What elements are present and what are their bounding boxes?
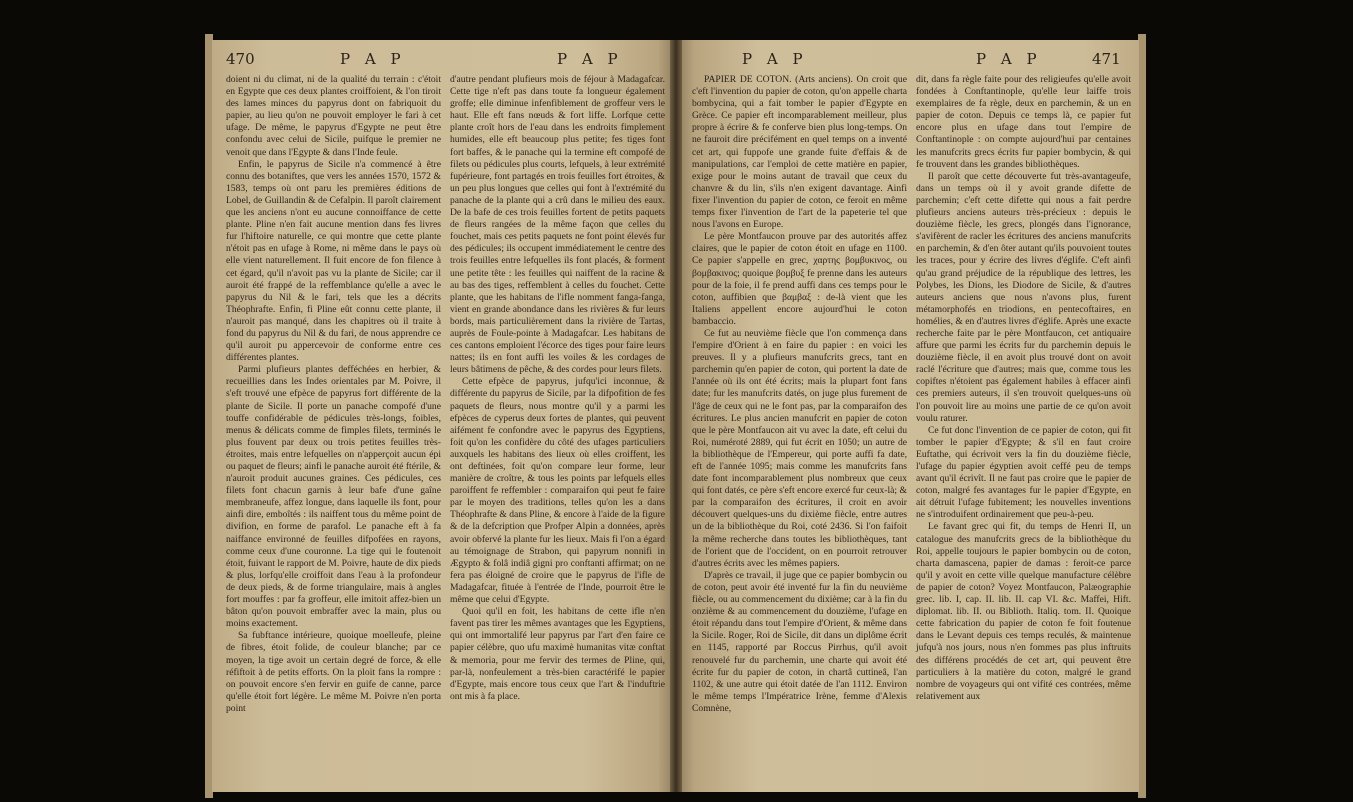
paragraph: Ce fut au neuvième fiècle que l'on commença dans l'empire d'Orient à en faire du papier : en voici les preuves. Il y a plufieurs manufcrits grecs, tant en parchemin qu'en papier de coton, qui portent la date de l'année où ils ont été écrits; mais la plupart font fans date; fur les manufcrits datés, on juge plus furement de l'âge de ceux qui ne le font pas, par la comparaifon des écritures. Le plus ancien manufcrit en papier de coton que le père Montfaucon ait vu avec la date, eft celui du Roi, numéroté 2889, qui fut écrit en 1050; un autre de la bibliothèque de l'Empereur, qui porte auffi fa date, eft de l'année 1095; mais comme les manufcrits fans date font incomparablement plus nombreux que ceux qui font datés, ce père s'eft encore exercé fur ceux-là; & par la comparaifon des écritures, il croit en avoir découvert quelques-uns du dixième fiècle, entre autres un de la bibliothèque du Roi, coté 2436. Si l'on faifoit la même recherche dans toutes les bibliothèques, tant de l'orient que de l'occident, on en pourroit retrouver d'autres écrits avec les mêmes papiers. — [692, 327, 907, 569]
running-head: P A P — [976, 50, 1042, 68]
paragraph: Sa fubftance intérieure, quoique moelleufe, pleine de fibres, étoit folide, de couleur blanche; par ce moyen, la tige avoit un certain degré de force, & elle réfiftoit à de petits efforts. On la ploit fans la rompre : on pouvoit encore s'en fervir en guife de canne, parce qu'elle étoit fort légère. Le même M. Poivre n'en porta point — [226, 630, 441, 714]
paragraph: PAPIER DE COTON. (Arts anciens). On croit que c'eft l'invention du papier de coton, qu'on appelle charta bombycina, qui a fait tomber le papier d'Egypte en Grèce. Ce papier eft incomparablement meilleur, plus propre à écrire & fe conferve bien plus long-temps. On ne fauroit dire précifément en quel temps on a inventé cet art, qui fuppofe une grande fuite d'effais & de manipulations, car l'emploi de cette matière en papier, exige pour le moins autant de travail que ceux du chanvre & du lin, s'ils n'en exigent davantage. Ainfi fixer l'invention du papier de coton, ce feroit en même temps fixer l'invention de l'art de la papeterie tel que nous l'avons en Europe. — [692, 74, 907, 231]
paragraph: Parmi plufieurs plantes defféchées en herbier, & recueillies dans les Indes orientales par M. Poivre, il s'eft trouvé une efpèce de papyrus fort différente de la plante de Sicile. Il porte un panache compofé d'une touffe confidérable de pédicules très-longs, foibles, menus & délicats comme de fimples filets, terminés le plus fouvent par deux ou trois petites feuilles très-étroites, mais entre lefquelles on n'apperçoit aucun épi ou paquet de fleurs; ainfi le panache auroit été ftérile, & n'auroit produit aucunes graines. Ces pédicules, ces filets font chacun garnis à leur bafe d'une gaîne membraneufe, affez longue, dans laquelle ils font, pour ainfi dire, emboîtés : ils naiffent tous du même point de divifion, en forme de parafol. Le panache eft à fa naiffance environné de feuilles difpofées en rayons, comme ceux d'une couronne. La tige qui le foutenoit étoit, fuivant le rapport de M. Poivre, haute de dix pieds & plus, lorfqu'elle croiffoit dans l'eau à la profondeur de deux pieds, & de forme triangulaire, mais à angles fort mouffes : par fa groffeur, elle imitoit affez-bien un bâton qu'on pouvoit embraffer avec la main, plus ou moins exactement. — [226, 364, 442, 630]
paragraph: Ce fut donc l'invention de ce papier de coton, qui fit tomber le papier d'Egypte; & s'il en faut croire Euftathe, qui écrivoit vers la fin du douzième fiècle, l'ufage du papier égyptien avoit ceffé peu de temps avant qu'il écrivît. Il ne faut pas croire que le papier de coton, malgré fes avantages fur le papier d'Egypte, en ait détruit l'ufage fubitement; les nouvelles inventions ne s'introduifent ordinairement que peu-à-peu. — [916, 424, 1131, 521]
book-gutter — [670, 40, 682, 792]
paragraph: Enfin, le papyrus de Sicile n'a commencé à être connu des botaniftes, que vers les années 1570, 1572 & 1583, temps où ont paru les premières éditions de Lobel, de Guillandin & de Cefalpin. Il paroît clairement que les anciens n'ont eu aucune connoiffance de cette plante. Pline n'en fait aucune mention dans fes livres fur l'hiftoire naturelle, ce qui montre que cette plante n'étoit pas en ufage à Rome, ni même dans le pays où elle vient naturellement. Il fuit encore de fon filence à cet égard, qu'il n'avoit pas vu la plante de Sicile; car il auroit été frappé de la reffemblance qu'elle a avec le papyrus du Nil & le fari, tels que les a décrits Théophrafte. Enfin, fi Pline eût connu cette plante, il n'auroit pas manqué, dans les chapitres où il traite à fond du papyrus du Nil & du fari, de nous apprendre ce qu'il auroit pu appercevoir de conforme entre ces différentes plantes. — [226, 158, 441, 364]
paragraph: Le favant grec qui fit, du temps de Henri II, un catalogue des manufcrits grecs de la bibliothèque du Roi, appelle toujours le papier bombycin ou de coton, charta damascena, papier de damas : feroit-ce parce qu'il y avoit en cette ville quelque manufacture célèbre de papier de coton? Voyez Montfaucon, Palæographie grec. lib. I, cap. II. lib. II. cap VI. &c. Maffei, Hift. diplomat. lib. II. ou Biblioth. Italiq. tom. II. Quoique cette fabrication du papier de coton fe foit foutenue dans le Levant depuis ces temps reculés, & maintenue jufqu'à nos jours, nous n'en fommes pas plus inftruits des différens procédés de cet art, qui peuvent être particuliers à la matière du coton, malgré le grand nombre de voyageurs qui ont vifité ces contrées, même relativement aux — [916, 521, 1131, 702]
page-number-471: 471 — [1092, 50, 1121, 68]
text-column-left — [226, 74, 441, 715]
paragraph: Cette efpèce de papyrus, jufqu'ici inconnue, & différente du papyrus de Sicile, par la difpofition de fes paquets de fleurs, nous montre qu'il y a parmi les efpèces de cyperus deux fortes de plantes, qui peuvent aifément fe confondre avec le papyrus des Egyptiens, foit qu'on les confidère du côté des ufages particuliers auxquels les habitans des lieux où elles croiffent, les ont deftinées, foit qu'on compare leur forme, leur manière de croître, & tous les points par lefquels elles paroiffent fe reffembler : comparaifon qui peut fe faire par le moyen des traditions, telles qu'on les a dans Théophrafte & dans Pline, & encore à l'aide de la figure & de la defcription que Profper Alpin a données, après avoir obfervé la plante fur les lieux. Mais fi l'on a égard au témoignage de Strabon, qui papyrum nonnifi in Ægypto & folâ indiâ gigni pro conftanti affirmat; on ne fera pas éloigné de croire que le papyrus de l'ifle de Madagafcar, fituée à l'entrée de l'Inde, pourroit être le même que celui d'Egypte. — [450, 376, 665, 606]
text-column-right — [916, 74, 1131, 703]
paragraph: dit, dans fa règle faite pour des religieufes qu'elle avoit fondées à Conftantinople, qu'elle leur laiffe trois exemplaires de fa règle, deux en parchemin, & un en papier de coton. Depuis ce temps là, ce papier fut encore plus en ufage dans tout l'empire de Conftantinople : on compte aujourd'hui par centaines les manufcrits grecs écrits fur papier bombycin, & qui fe trouvent dans les grandes bibliothèques. — [916, 74, 1131, 170]
page-number-470: 470 — [226, 50, 255, 68]
right-page-edge — [1138, 34, 1146, 798]
text-column-right — [450, 74, 665, 703]
paragraph: doient ni du climat, ni de la qualité du terrain : c'étoit en Egypte que ces deux plantes croiffoient, & l'on tiroit des lames minces du papyrus dont on fabriquoit du papier, au lieu qu'on ne pouvoit employer le fari à cet ufage. De même, le papyrus d'Egypte ne peut être confondu avec celui de Sicile, puifque le premier ne venoit que dans l'Egypte & dans l'Inde feule. — [226, 74, 441, 158]
text-column-left — [692, 74, 907, 715]
paragraph: Le père Montfaucon prouve par des autorités affez claires, que le papier de coton étoit en ufage en 1100. Ce papier s'appelle en grec, χαρτης βομβυκινος, ou βομβακινος; quoique βομβυξ fe prenne dans les auteurs pour de la foie, il fe prend auffi dans ces temps pour le coton, auffibien que βαμβαξ : de-là vient que les Italiens appellent encore aujourd'hui le coton bambaccio. — [692, 231, 907, 327]
paragraph: D'après ce travail, il juge que ce papier bombycin ou de coton, peut avoir été inventé fur la fin du neuvième fiècle, ou au commencement du dixième; car à la fin du onzième & au commencement du douzième, l'ufage en étoit répandu dans tout l'empire d'Orient, & même dans la Sicile. Roger, Roi de Sicile, dit dans un diplôme écrit en 1145, rapporté par Roccus Pirrhus, qu'il avoit renouvelé fur du parchemin, une charte qui avoit été écrite fur du papier de coton, in chartâ cuttineâ, l'an 1102, & une autre qui étoit datée de l'an 1112. Environ le même temps l'Impératrice Irène, femme d'Alexis Comnène, — [692, 569, 907, 714]
paragraph: Il paroît que cette découverte fut très-avantageufe, dans un temps où il y avoit grande difette de parchemin; c'eft cette difette qui nous a fait perdre plufieurs anciens auteurs très-précieux : depuis le douzième fiècle, les grecs, plongés dans l'ignorance, s'avifèrent de racler les écritures des anciens manufcrits en parchemin, & d'en ôter autant qu'ils pouvoient toutes les traces, pour y écrire des livres d'églife. C'eft ainfi qu'au grand préjudice de la république des lettres, les Polybes, les Dions, les Diodore de Sicile, & d'autres auteurs anciens que nous n'avons plus, furent métamorphofés en triodions, en pentecoftaires, en homélies, & en d'autres livres d'églife. Après une exacte recherche faite par le père Montfaucon, cet antiquaire affure que parmi les écrits fur du parchemin depuis le douzième fiècle, il en avoit plus trouvé dont on avoit raclé l'écriture que d'autres; mais que, comme tous les copiftes n'étoient pas également habiles à effacer ainfi ces premiers auteurs, il s'en trouvoit quelques-uns où l'on pouvoit lire au moins une partie de ce qu'on avoit voulu raturer. — [916, 170, 1131, 424]
left-page — [212, 40, 676, 792]
paragraph: d'autre pendant plufieurs mois de féjour à Madagafcar. Cette tige n'eft pas dans toute fa longueur également groffe; elle diminue infenfiblement de groffeur vers le haut. Elle eft fans nœuds & fort liffe. Lorfque cette plante croît hors de l'eau dans les endroits fimplement humides, elle eft beaucoup plus petite; fes tiges font fort baffes, & le panache qui la termine eft compofé de filets ou pédicules plus courts, lefquels, à leur extrémité fupérieure, font partagés en trois feuilles fort étroites, & un peu plus longues que celles qui font à l'extrémité du panache de la plante qui a crû dans le milieu des eaux. De la bafe de ces trois feuilles fortent de petits paquets de fleurs rangées de la même façon que celles du fouchet, mais ces petits paquets ne font point élevés fur des pédicules; ils occupent immédiatement le centre des trois feuilles entre lefquelles ils font placés, & forment une petite tête : les feuilles qui naiffent de la racine & au bas des tiges, reffemblent à celles du fouchet. Cette plante, que les habitans de l'ifle nomment fanga-fanga, vient en grande abondance dans les rivières & fur leurs bords, mais particulièrement dans la rivière de Tartas, auprès de Foule-pointe à Madagafcar. Les habitans de ces cantons emploient l'écorce des tiges pour faire leurs nattes; ils en font auffi les voiles & les cordages de leurs bâtimens de pêche, & des cordes pour leurs filets. — [450, 74, 665, 376]
running-head: P A P — [340, 50, 406, 68]
right-page — [676, 40, 1139, 792]
paragraph: Quoi qu'il en foit, les habitans de cette ifle n'en favent pas tirer les mêmes avantages que les Egyptiens, qui ont immortalifé leur papyrus par l'art d'en faire ce papier célèbre, quo ufu maximè humanitas vitæ conftat & memoria, pour me fervir des termes de Pline, qui, par-là, nonfeulement a très-bien caractérifé le papier d'Egypte, mais encore tous ceux que l'art & l'induftrie ont mis à fa place. — [450, 606, 665, 702]
running-head: P A P — [742, 50, 808, 68]
running-head: P A P — [557, 50, 623, 68]
